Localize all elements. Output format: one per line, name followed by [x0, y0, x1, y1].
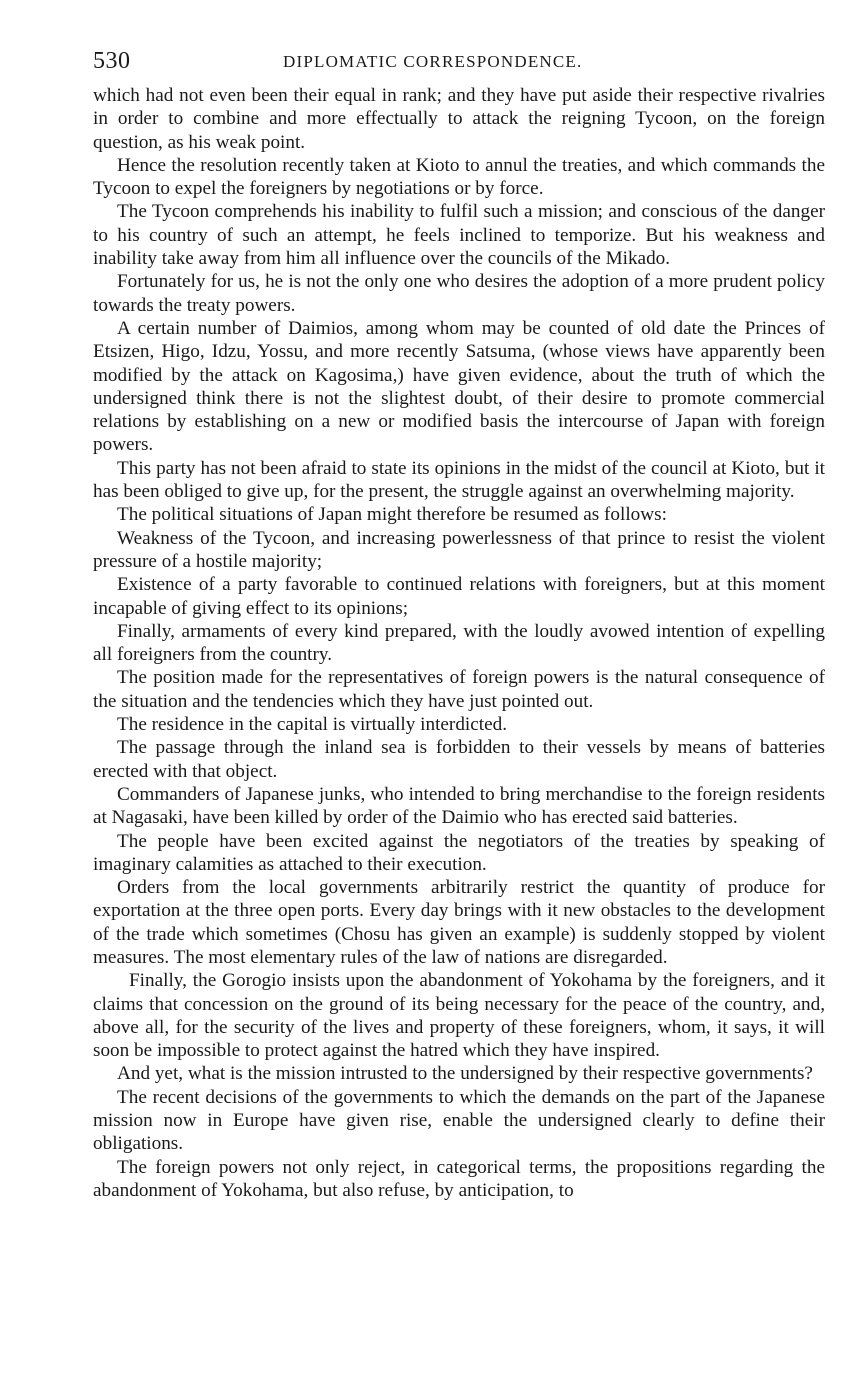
document-page	[93, 48, 825, 1202]
paragraph-11: The position made for the representatives of foreign powers is the natural consequence of the situation and the tendencies which they have just pointed out.	[93, 667, 825, 712]
paragraph-1: which had not even been their equal in rank; and they have put aside their respective rivalries in order to combine and more effectually to attack the reigning Tycoon, on the foreign question, as his weak point.	[93, 85, 825, 153]
paragraph-17: Finally, the Gorogio insists upon the abandonment of Yokohama by the foreigners, and it claims that concession on the ground of its being necessary for the peace of the country, and, above all, for the security of the lives and property of these foreigners, whom, it says, it will soon be impossible to protect against the hatred which they have inspired.	[93, 970, 825, 1062]
paragraph-15: The people have been excited against the negotiators of the treaties by speaking of imaginary calamities as attached to their execution.	[93, 830, 825, 875]
paragraph-5: A certain number of Daimios, among whom may be counted of old date the Princes of Etsizen, Higo, Idzu, Yossu, and more recently Satsuma, (whose views have apparently been modified by the attack on Kagosima,) have given evidence, about the truth of which the undersigned think there is not the slightest doubt, of their desire to promote commercial relations by establishing on a new or modified basis the intercourse of Japan with foreign powers.	[93, 317, 825, 456]
paragraph-16: Orders from the local governments arbitrarily restrict the quantity of produce for exportation at the three open ports. Every day brings with it new obstacles to the development of the trade which sometimes (Chosu has given an example) is suddenly stopped by violent measures. The most elementary rules of the law of nations are disregarded.	[93, 877, 825, 968]
paragraph-4: Fortunately for us, he is not the only one who desires the adoption of a more prudent policy towards the treaty powers.	[93, 271, 825, 316]
page-number: 530	[93, 48, 131, 74]
paragraph-18: And yet, what is the mission intrusted to the undersigned by their respective governments?	[117, 1063, 813, 1085]
paragraph-13: The passage through the inland sea is forbidden to their vessels by means of batteries erected with that object.	[93, 737, 825, 782]
paragraph-20: The foreign powers not only reject, in categorical terms, the propositions regarding the abandonment of Yokohama, but also refuse, by anticipation, to	[93, 1156, 825, 1201]
paragraph-2: Hence the resolution recently taken at Kioto to annul the treaties, and which commands the Tycoon to expel the foreigners by negotiations or by force.	[93, 154, 825, 200]
running-head: DIPLOMATIC CORRESPONDENCE.	[283, 52, 583, 71]
paragraph-7: The political situations of Japan might therefore be resumed as follows:	[117, 504, 667, 526]
paragraph-19: The recent decisions of the governments to which the demands on the part of the Japanese mission now in Europe have given rise, enable the undersigned clearly to define their obligations.	[93, 1086, 825, 1155]
paragraph-9: Existence of a party favorable to continued relations with foreigners, but at this moment incapable of giving effect to its opinions;	[93, 574, 825, 619]
paragraph-3: The Tycoon comprehends his inability to fulfil such a mission; and conscious of the danger to his country of such an attempt, he feels inclined to temporize. But his weakness and inability take away from him all influence over the councils of the Mikado.	[93, 201, 825, 270]
paragraph-6: This party has not been afraid to state its opinions in the midst of the council at Kioto, but it has been obliged to give up, for the present, the struggle against an overwhelming majority.	[93, 457, 825, 503]
page-header	[93, 48, 825, 84]
paragraph-8: Weakness of the Tycoon, and increasing powerlessness of that prince to resist the violent pressure of a hostile majority;	[93, 527, 825, 572]
paragraph-12: The residence in the capital is virtually interdicted.	[117, 714, 507, 736]
paragraph-14: Commanders of Japanese junks, who intended to bring merchandise to the foreign residents at Nagasaki, have been killed by order of the Daimio who has erected said batteries.	[93, 783, 825, 829]
body-text	[93, 84, 825, 1202]
paragraph-10: Finally, armaments of every kind prepared, with the loudly avowed intention of expelling all foreigners from the country.	[93, 620, 825, 666]
